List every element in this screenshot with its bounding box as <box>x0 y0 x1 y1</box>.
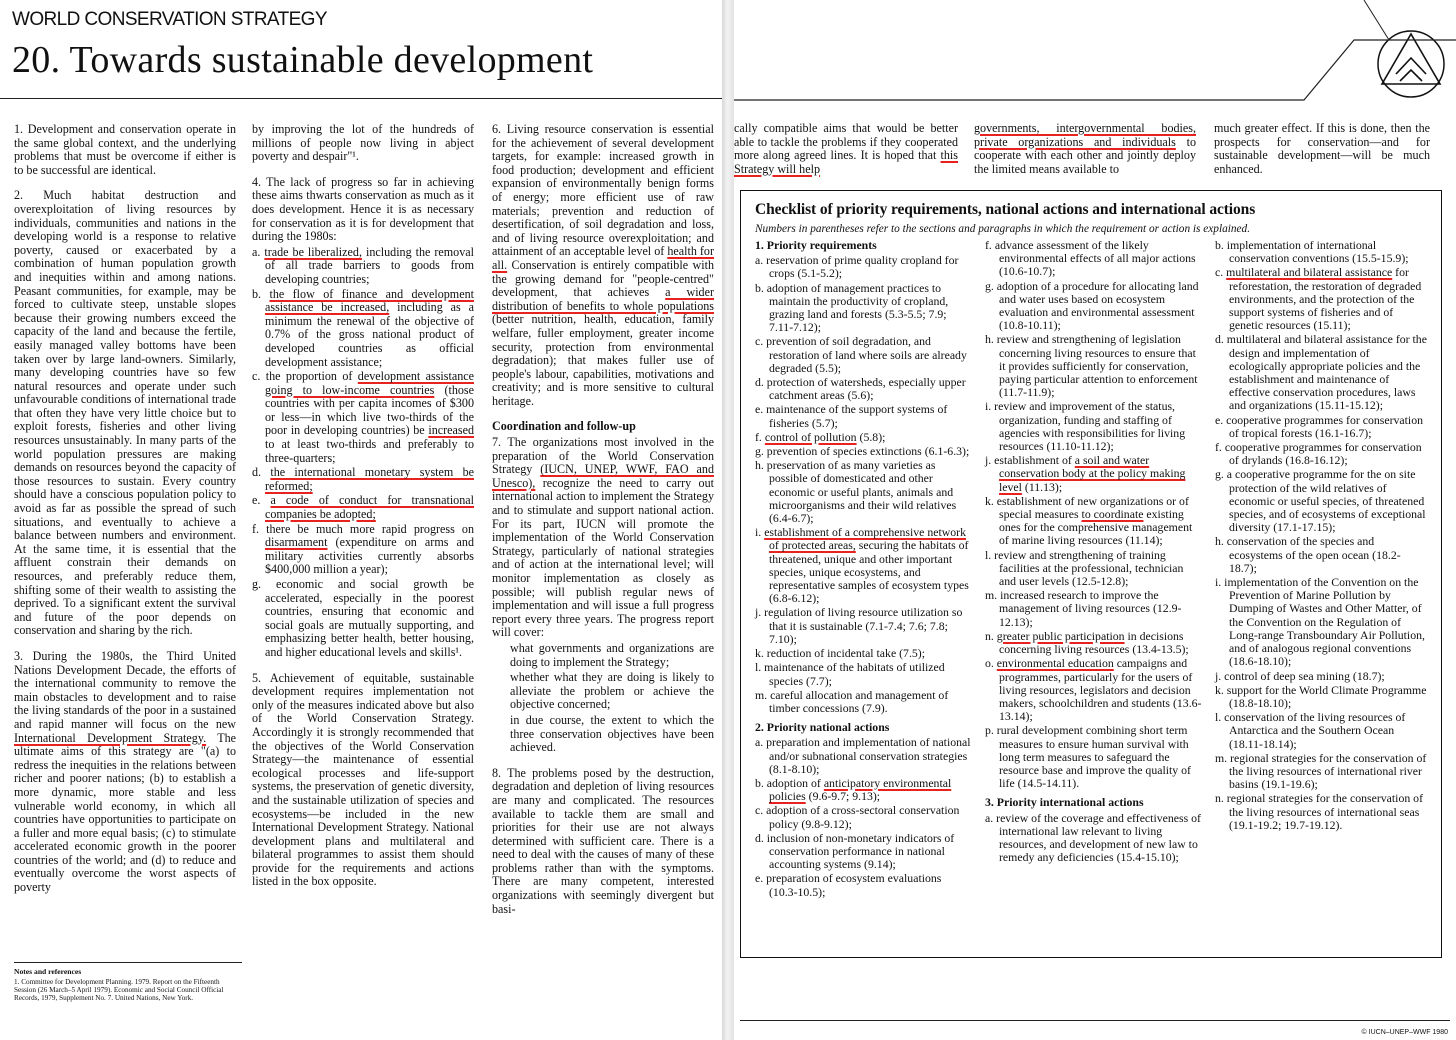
checklist-item: n. greater public participation in decisions concerning living resources (13.4-13.5); <box>985 628 1189 657</box>
note-1: 1. Committee for Development Planning. 1979. Report on the Fifteenth Session (26 March–5 April 1979). Economic and Social Council Official Records, 1979, Supplement No. 7. United Nations, New York. <box>14 978 224 1002</box>
report-item: whether what they are doing is likely to alleviate the problem or achieve the objective concerned; <box>510 670 714 712</box>
checklist-item: d. inclusion of non-monetary indicators of conservation performance in national accounting systems (9.14); <box>755 830 955 872</box>
list-item: b. the flow of finance and development assistance be increased, including as a minimum the renewal of the objective of 0.7% of the gross national product of developed countries as official development assistance; <box>252 286 474 369</box>
checklist-item: j. control of deep sea mining (18.7); <box>1215 668 1385 683</box>
checklist-item: f. cooperative programmes for conservation of drylands (16.8-16.12); <box>1215 440 1422 468</box>
list-item: a. trade be liberalized, including the removal of all trade barriers to goods from developing countries; <box>252 244 475 286</box>
paragraph-4: 4. The lack of progress so far in achieving these aims thwarts conservation as much as it does development. Hence it is as necessary for conservation as it is for development that during the 1980s: <box>252 174 474 244</box>
checklist-item: m. careful allocation and management of timber concessions (7.9). <box>755 687 949 715</box>
checklist-item: a. review of the coverage and effectiveness of international law relevant to living resources, and development of new law to remedy any deficiencies (15.4-15.10); <box>985 810 1201 865</box>
report-item: what governments and organizations are doing to implement the Strategy; <box>510 640 714 669</box>
checklist-item: c. adoption of a cross-sectoral conservation policy (9.8-9.12); <box>755 803 960 831</box>
checklist-item: g. adoption of a procedure for allocating land and water uses based on ecosystem evaluation and environmental assessment (10.8-10.11); <box>985 278 1199 333</box>
checklist-item: b. implementation of international conservation conventions (15.5-15.9); <box>1215 238 1409 266</box>
checklist-item: m. increased research to improve the management of living resources (12.9-12.13); <box>985 588 1182 629</box>
list-item: c. the proportion of development assistance going to low-income countries (those countries with per capita incomes of $300 or less—in which live two-thirds of the poor in developing countries) be increased to at least two-thirds and preferably to three-quarters; <box>252 369 474 465</box>
paragraph-8: 8. The problems posed by the destruction, degradation and depletion of living resources are many and complicated. The resources available to tackle them are small and priorities for their use are not always determined with sufficient care. There is a need to deal with the causes of many of these problems rather than with the symptoms. There are many competent, interested organizations with seemingly divergent but basi- <box>492 765 714 916</box>
paragraph-8-cont2: governments, intergovernmental bodies, private organizations and individuals to cooperate with each other and jointly deploy the limited means available to <box>974 121 1196 176</box>
checklist-item: k. establishment of new organizations or of special measures to coordinate existing ones for the comprehensive management of marine living resources (11.14); <box>985 493 1193 548</box>
continuation-col-2 <box>974 122 1196 176</box>
checklist-column-3 <box>1215 239 1427 833</box>
notes <box>14 968 242 1002</box>
section-national-actions: 2. Priority national actions <box>755 720 890 735</box>
list-item: d. the international monetary system be reformed; <box>252 465 474 493</box>
checklist-box <box>740 190 1442 958</box>
checklist-item: k. support for the World Climate Programme (18.8-18.10); <box>1215 682 1427 710</box>
checklist-item: g. prevention of species extinctions (6.1-6.3); <box>755 444 970 459</box>
checklist-item: e. preparation of ecosystem evaluations (10.3-10.5); <box>755 871 942 899</box>
header-rule-diagonal <box>734 0 1456 110</box>
checklist-title: Checklist of priority requirements, national actions and international actions <box>755 201 1256 218</box>
paragraph-2: 2. Much habitat destruction and overexploitation of living resources by individuals, communities and nations in the developing world is a response to relative poverty, caused or exacerbated by a combination of human population growth and inequities within and among nations. Peasant communities, for example, may be forced to cultivate steep, unstable slopes because their growing numbers exceed the capacity of the land and because the fertile, easily managed valley bottoms have been taken over by large land-owners. Similarly, many developing countries have so few natural resources and operate under such unfavourable conditions of international trade that often they have very little choice but to exploit forests, fisheries and other living resources unsustainably. In many parts of the world population pressures are making demands on resources beyond the capacity of those resources to sustain. Every country should have a conscious population policy to avoid as far as possible the spread of such situations, and eventually to achieve a balance between numbers and environment. At the same time, it is essential that the affluent constrain their demands on resources, and preferably reduce them, shifting some of their wealth to assisting the deprived. To a significant extent the survival and future of the poor depends on conservation and sharing by the rich. <box>14 188 236 638</box>
checklist-item: b. adoption of anticipatory environmental policies (9.6-9.7; 9.13); <box>755 775 952 804</box>
column-1 <box>14 123 236 895</box>
section-international-actions: 3. Priority international actions <box>985 795 1144 810</box>
section-heading: Coordination and follow-up <box>492 419 636 434</box>
checklist-item: j. regulation of living resource utilization so that it is sustainable (7.1-7.4; 7.6; 7.8; 7.10); <box>755 605 963 646</box>
paragraph-8-cont: cally compatible aims that would be better able to tackle the problems if they cooperated more along agreed lines. It is hoped that this Strategy will help <box>734 121 958 176</box>
section-priority-requirements: 1. Priority requirements <box>755 238 877 252</box>
paragraph-8-end: much greater effect. If this is done, then the prospects for conservation—and for sustainable development—will be much enhanced. <box>1214 121 1430 176</box>
checklist-item: f. control of pollution (5.8); <box>755 429 886 444</box>
left-page <box>0 0 722 1040</box>
list-item: g. economic and social growth be accelerated, especially in the poorest countries, ensuring that economic and social goals are mutually supporting, and emphasizing better health, better housing, and higher educational levels and skills¹. <box>252 577 474 659</box>
series-title: WORLD CONSERVATION STRATEGY <box>12 9 327 30</box>
checklist-item: j. establishment of a soil and water conservation body at the policy making level (11.13); <box>985 453 1186 494</box>
checklist-item: h. review and strengthening of legislation concerning living resources to ensure that it provides sufficiently for conservation, paying particular attention to enforcement (11.7-11.9); <box>985 332 1198 400</box>
report-item: in due course, the extent to which the three conservation objectives have been achieved. <box>510 712 714 755</box>
checklist-item: d. multilateral and bilateral assistance for the design and implementation of ecologically appropriate policies and the establishment and maintenance of effective conservation procedures, laws and organizations (15.11-15.12); <box>1215 332 1427 413</box>
highlight-ids: International Development Strategy. <box>14 730 207 745</box>
checklist-column-1 <box>755 239 971 900</box>
column-2 <box>252 123 474 889</box>
checklist-item: d. protection of watersheds, especially upper catchment areas (5.6); <box>755 375 966 403</box>
checklist-item: i. review and improvement of the status, organization, funding and staffing of agencies with responsibilities for living resources (11.10-11.12); <box>985 399 1186 454</box>
list-item: f. there be much more rapid progress on disarmament (expenditure on arms and military activities currently absorbs $400,000 million a year); <box>252 521 474 577</box>
continuation-col-3 <box>1214 122 1430 176</box>
page-title: 20. Towards sustainable development <box>12 39 594 81</box>
checklist-item: l. maintenance of the habitats of utilized species (7.7); <box>755 660 945 688</box>
checklist-item: e. maintenance of the support systems of fisheries (5.7); <box>755 402 948 430</box>
notes-rule <box>14 962 242 963</box>
checklist-item: a. reservation of prime quality cropland for crops (5.1-5.2); <box>755 253 959 281</box>
checklist-item: c. multilateral and bilateral assistance for reforestation, the restoration of degraded environments, and the protection of the support systems of fisheries and of genetic resources (15.11); <box>1215 265 1422 333</box>
checklist-item: l. review and strengthening of training facilities at the professional, technician and user levels (12.5-12.8); <box>985 547 1184 589</box>
header-rule <box>0 98 722 99</box>
paragraph-5: 5. Achievement of equitable, sustainable development requires implementation not only of the measures indicated above but also of the World Conservation Strategy. Accordingly it is strongly recommended that the objectives of the World Conservation Strategy—the maintenance of essential ecological processes and life-support systems, the preservation of genetic diversity, and the sustainable utilization of species and ecosystems—be included in the new International Development Strategy. National development plans and multilateral and bilateral programmes to assist them should provide for the requirements and actions listed in the box opposite. <box>252 670 474 889</box>
checklist-item: l. conservation of the living resources of Antarctica and the Southern Ocean (18.11-18.14); <box>1215 710 1406 751</box>
checklist-item: h. preservation of as many varieties as possible of domesticated and other economic or useful plants, animals and microorganisms and their wild relatives (6.4-6.7); <box>755 458 957 526</box>
checklist-item: g. a cooperative programme for the on site protection of the wild relatives of economic or useful species, of threatened species, and of ecosystems of exceptional diversity (17.1-17.15); <box>1215 467 1426 535</box>
checklist-item: f. advance assessment of the likely environmental effects of all major actions (10.6-10.7); <box>985 238 1196 279</box>
checklist-column-2 <box>985 239 1203 865</box>
checklist-item: c. prevention of soil degradation, and restoration of land where soils are already degraded (5.5); <box>755 334 967 375</box>
checklist-item: i. establishment of a comprehensive network of protected areas, securing the habitats of threatened, unique and other important species, unique ecosystems, and representative samples of ecosystem types (6.8-6.12); <box>755 525 969 606</box>
paragraph-7: 7. The organizations most involved in the preparation of the World Conservation Strategy (IUCN, UNEP, WWF, FAO and Unesco), recognize the need to carry out international action to implement the Strategy and to stimulate and support national action. For its part, IUCN will promote the implementation of the World Conservation Strategy, particularly of national strategies and of action at the international level; will monitor implementation as closely as possible; will publish regular news of implementation and will issue a full progress report every three years. The progress report will cover: <box>492 435 715 640</box>
list-item: e. a code of conduct for transnational companies be adopted; <box>252 493 474 522</box>
checklist-item: k. reduction of incidental take (7.5); <box>755 646 926 661</box>
column-3 <box>492 123 714 916</box>
checklist-subtitle: Numbers in parentheses refer to the sections and paragraphs in which the requirement or action is explained. <box>755 223 1251 235</box>
checklist-item: i. implementation of the Convention on the Prevention of Marine Pollution by Dumping of Wastes and Other Matter, of the Convention on the Regulation of Long-range Transboundary Air Pollution, and of analogous regional conventions (18.6-18.10); <box>1215 575 1425 669</box>
right-page <box>734 0 1456 1040</box>
paragraph-6: 6. Living resource conservation is essential for the achievement of several development targets, for example: increased growth in food production; development and efficient expansion of environmentally benign forms of energy; more efficient use of raw materials; prevention and reduction of desertification, of soil degradation and loss, and of living resource overexploitation; and attainment of an acceptable level of health for all. Conservation is entirely compatible with the growing demand for "people-centred" development, that achieves a wider distribution of benefits to whole populations (better nutrition, health, education, family welfare, fuller employment, greater income security, protection from environmental degradation); that makes fuller use of people's labour, capabilities, motivations and creativity; and is more sensitive to cultural heritage. <box>492 122 715 408</box>
checklist-item: n. regional strategies for the conservation of the living resources of international seas (19.1-19.2; 19.7-19.12). <box>1215 791 1424 832</box>
notes-heading: Notes and references <box>14 967 82 976</box>
paragraph-3: 3. During the 1980s, the Third United Nations Development Decade, the efforts of the international community to remove the main obstacles to development and to raise the living standards of the poor in a sustained and rapid manner will focus on the new International Development Strategy. The ultimate aims of this strategy are "(a) to redress the inequities in the relations between richer and poorer nations; (b) to establish a more dynamic, more stable and less vulnerable world economy, in which all countries have opportunities to participate on a fuller and more equal basis; (c) to stimulate accelerated economic growth in the poorer countries of the world; and (d) to reduce and eventually overcome the worst aspects of poverty <box>14 648 237 895</box>
checklist-item: o. environmental education campaigns and programmes, particularly for the users of living resources, legislators and decision makers, schoolchildren and students (13.6-13.14); <box>985 656 1202 724</box>
checklist-item: b. adoption of management practices to maintain the productivity of cropland, grazing land and forests (5.3-5.5; 7.9; 7.11-7.12); <box>755 280 949 335</box>
checklist-item: a. preparation and implementation of national and/or subnational conservation strategies (8.1-8.10); <box>755 735 971 776</box>
paragraph-1: 1. Development and conservation operate in the same global context, and the underlying problems that must be overcome if either is to be successful are identical. <box>14 122 236 177</box>
continuation-col-1 <box>734 122 958 176</box>
paragraph-3-cont: by improving the lot of the hundreds of millions of people now living in abject poverty and despair"¹. <box>252 122 474 164</box>
copyright: © IUCN–UNEP–WWF 1980 <box>1361 1029 1448 1036</box>
checklist-item: h. conservation of the species and ecosystems of the open ocean (18.2-18.7); <box>1215 534 1401 575</box>
checklist-item: m. regional strategies for the conservation of the living resources of international river basins (19.1-19.6); <box>1215 750 1427 792</box>
page-gutter <box>722 0 734 1040</box>
checklist-item: p. rural development combining short term measures to ensure human survival with long term measures to safeguard the resource base and improve the quality of life (14.5-14.11). <box>985 723 1191 791</box>
footer-rule <box>740 1020 1450 1021</box>
checklist-item: e. cooperative programmes for conservation of tropical forests (16.1-16.7); <box>1215 412 1424 440</box>
